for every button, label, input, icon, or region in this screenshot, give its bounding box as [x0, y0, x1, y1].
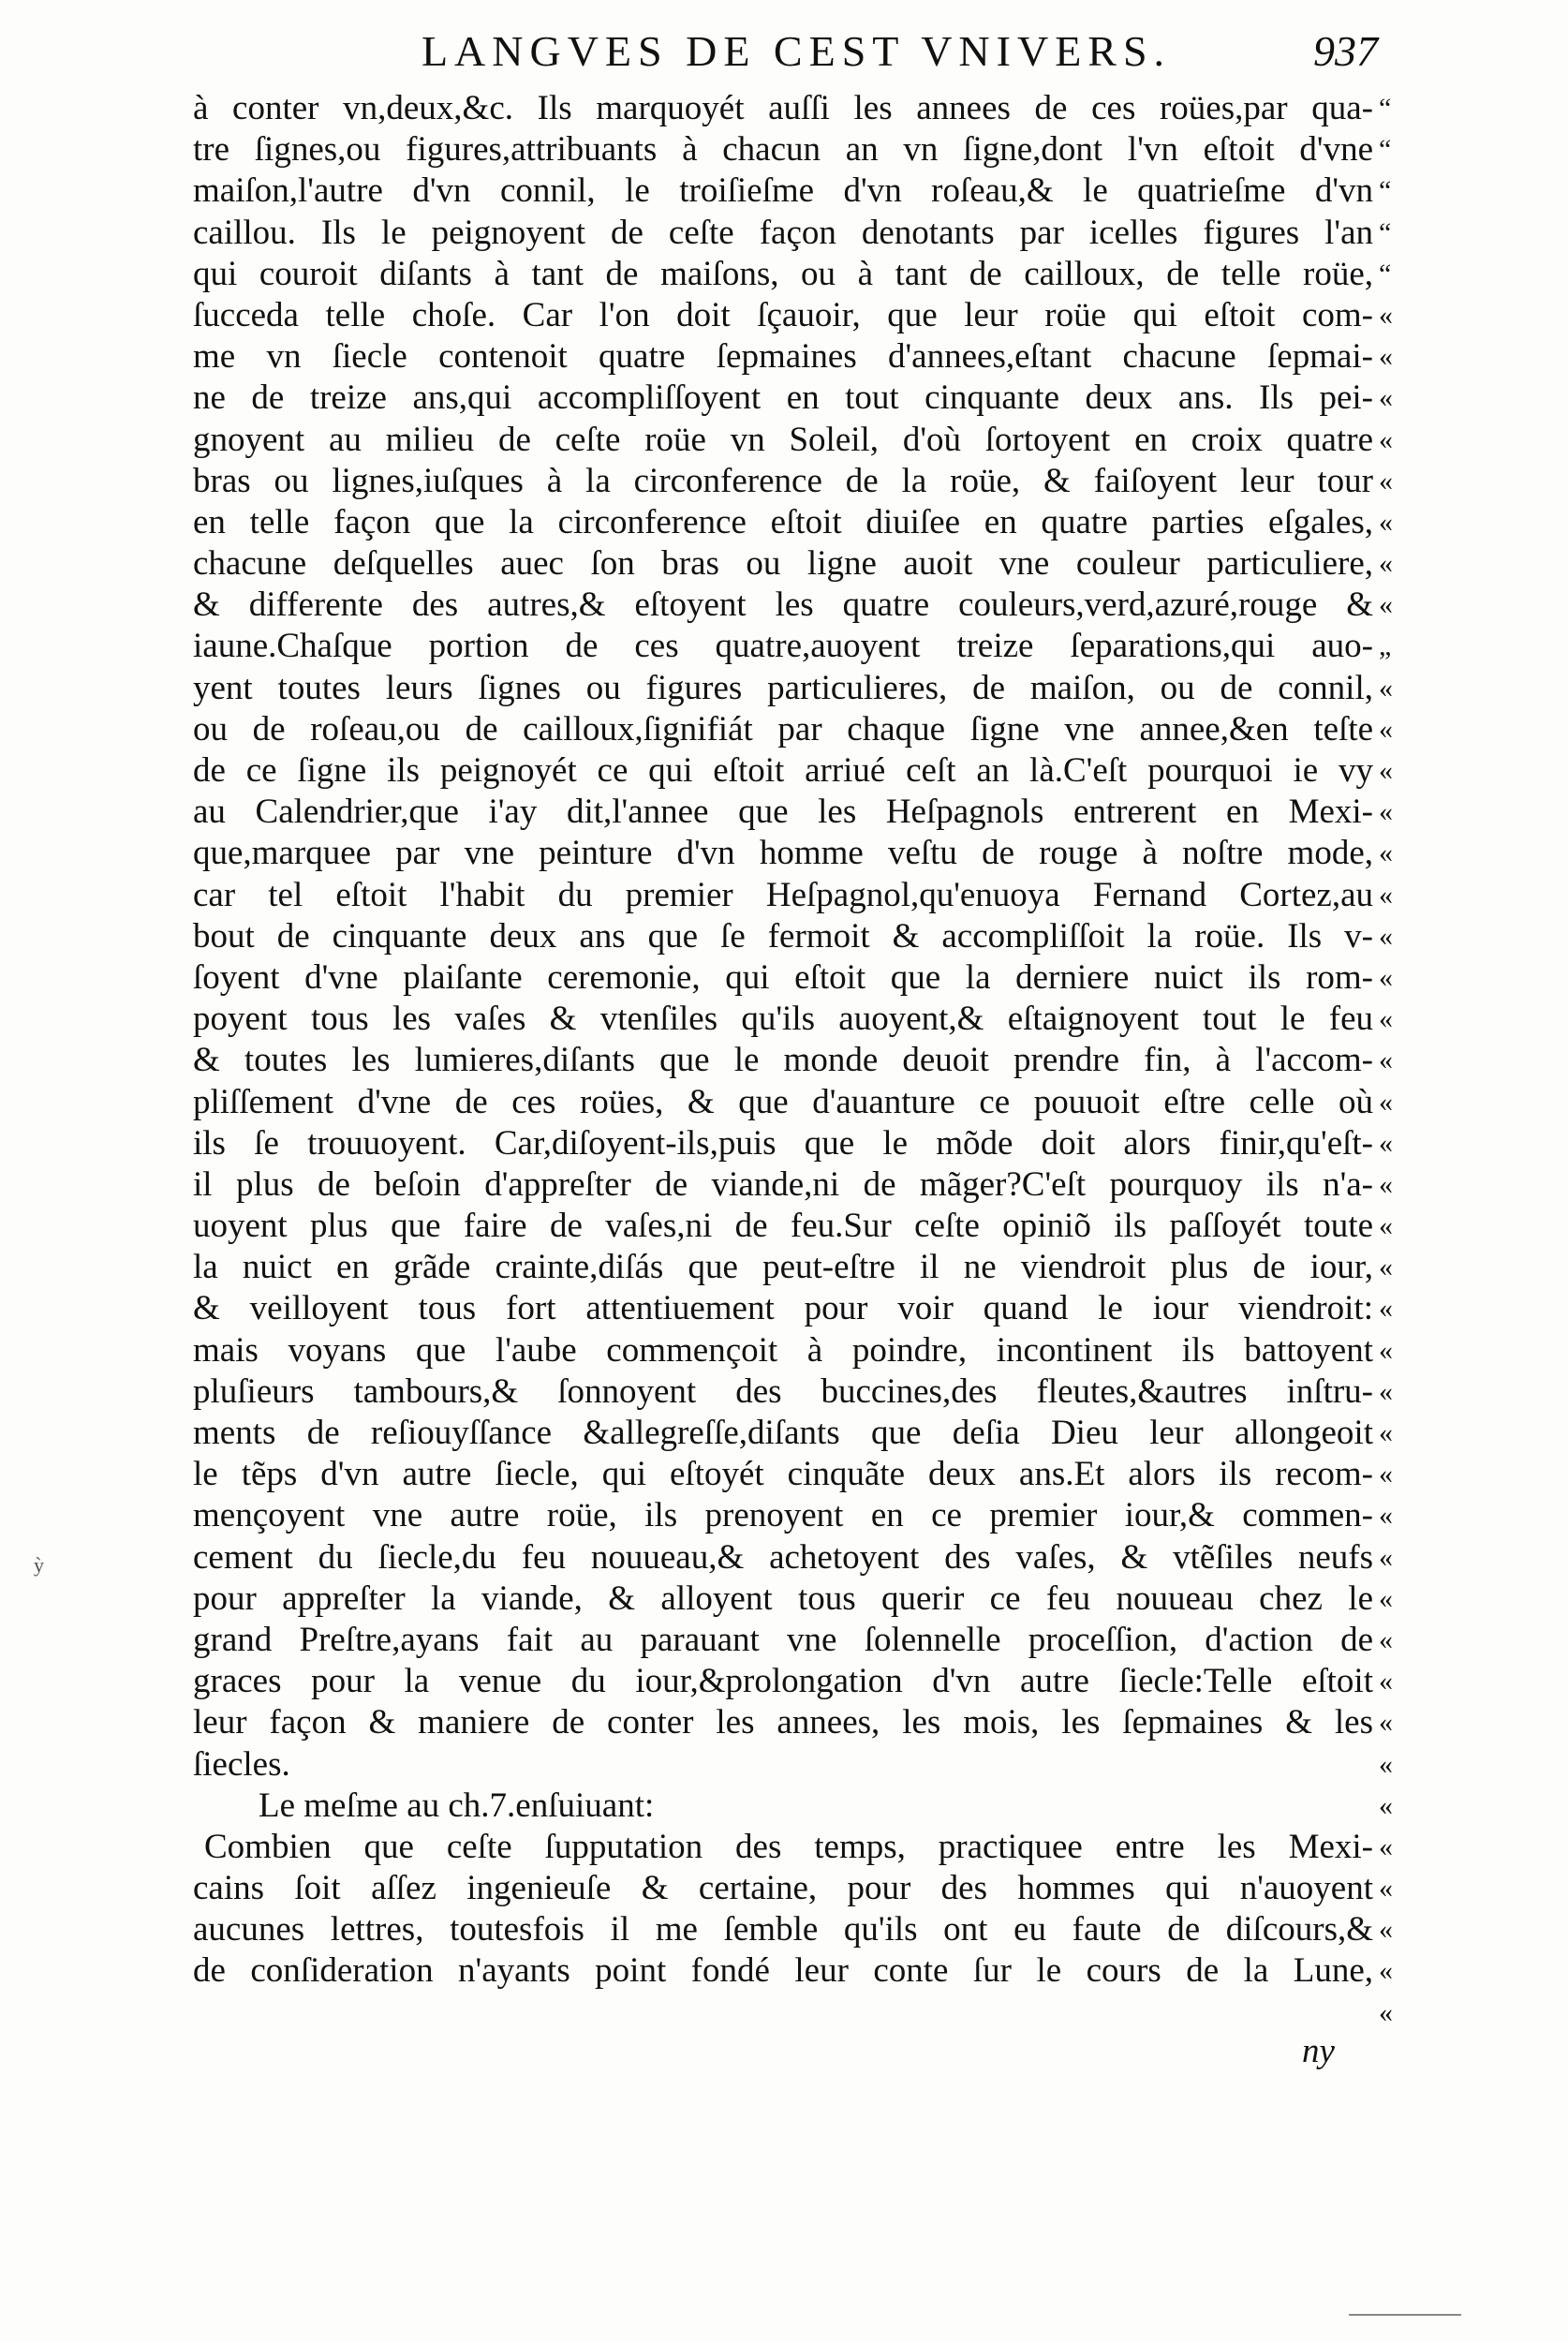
- quote-mark: «: [1379, 1789, 1393, 1821]
- quote-mark: “: [1379, 216, 1392, 248]
- text-line: Combien que ceſte ſupputation des temps, practiquee entre les Mexi-: [204, 1827, 1373, 1866]
- quote-mark: «: [1379, 1168, 1393, 1200]
- quote-mark: «: [1379, 1623, 1393, 1655]
- quote-mark: «: [1379, 1582, 1393, 1614]
- text-line: grand Preſtre,ayans fait au parauant vne ſolennelle proceſſion, d'action de: [193, 1620, 1373, 1659]
- quote-mark: «: [1379, 1293, 1393, 1325]
- text-line: & toutes les lumieres,diſants que le monde deuoit prendre fin, à l'accom-: [193, 1041, 1373, 1080]
- text-line: de conſideration n'ayants point fondé leur conte ſur le cours de la Lune,: [193, 1951, 1373, 1991]
- quote-mark: «: [1379, 1417, 1393, 1448]
- margin-stray-mark: ỳ: [34, 1553, 44, 1577]
- quote-mark: „: [1379, 630, 1392, 662]
- quote-mark: “: [1379, 93, 1392, 124]
- text-line: mais voyans que l'aube commençoit à poindre, incontinent ils battoyent: [193, 1330, 1373, 1370]
- page-number: 937: [1313, 27, 1378, 75]
- text-line: le tẽps d'vn autre ſiecle, qui eſtoyét cinquãte deux ans.Et alors ils recom-: [193, 1455, 1373, 1494]
- quote-mark: «: [1379, 1955, 1393, 1987]
- text-line: cains ſoit aſſez ingenieuſe & certaine, pour des hommes qui n'auoyent: [193, 1869, 1373, 1908]
- text-line: au Calendrier,que i'ay dit,l'annee que les Heſpagnols entrerent en Mexi-: [193, 793, 1373, 832]
- quote-mark: «: [1379, 1666, 1393, 1697]
- text-block: [193, 88, 1373, 1993]
- text-line: & differente des autres,& eſtoyent les quatre couleurs,verd,azuré,rouge &: [193, 586, 1373, 625]
- text-line: aucunes lettres, toutesfois il me ſemble qu'ils ont eu faute de diſcours,&: [193, 1910, 1373, 1949]
- text-line: ils ſe trouuoyent. Car,diſoyent-ils,puis que le mõde doit alors finir,qu'eſt-: [193, 1123, 1373, 1163]
- text-line: poyent tous les vaſes & vtenſiles qu'ils auoyent,& eſtaignoyent tout le feu: [193, 1000, 1373, 1039]
- text-line: me vn ſiecle contenoit quatre ſepmaines d'annees,eſtant chacune ſepmai-: [193, 337, 1373, 377]
- text-line: maiſon,l'autre d'vn connil, le troiſieſme d'vn roſeau,& le quatrieſme d'vn: [193, 171, 1373, 211]
- text-line: ne de treize ans,qui accompliſſoyent en tout cinquante deux ans. Ils pei-: [193, 378, 1373, 418]
- text-line: ſoyent d'vne plaiſante ceremonie, qui eſtoit que la derniere nuict ils rom-: [193, 957, 1373, 997]
- text-line: & veilloyent tous fort attentiuement pour voir quand le iour viendroit:: [193, 1289, 1373, 1328]
- text-line: ſucceda telle choſe. Car l'on doit ſçauoir, que leur roüe qui eſtoit com-: [193, 295, 1373, 334]
- text-line: tre ſignes,ou figures,attribuants à chacun an vn ſigne,dont l'vn eſtoit d'vne: [193, 130, 1373, 170]
- quote-mark: «: [1379, 755, 1393, 786]
- quote-mark: «: [1379, 506, 1393, 538]
- quote-mark: «: [1379, 796, 1393, 828]
- quote-mark: «: [1379, 879, 1393, 911]
- text-line: cement du ſiecle,du feu nouueau,& achetoyent des vaſes, & vtẽſiles neufs: [193, 1537, 1373, 1577]
- quote-mark: «: [1379, 589, 1393, 621]
- text-line: pluſieurs tambours,& ſonnoyent des buccines,des fleutes,&autres inſtru-: [193, 1371, 1373, 1411]
- text-line: gnoyent au milieu de ceſte roüe vn Soleil, d'où ſortoyent en croix quatre: [193, 420, 1373, 459]
- quote-mark: «: [1379, 465, 1393, 497]
- text-line: bras ou lignes,iuſques à la circonference de la roüe, & faiſoyent leur tour: [193, 461, 1373, 500]
- running-title: LANGVES DE CEST VNIVERS.: [421, 27, 1172, 75]
- text-line: ſiecles.: [193, 1744, 290, 1784]
- quote-mark: «: [1379, 548, 1393, 580]
- quote-mark: «: [1379, 961, 1393, 993]
- quote-mark: «: [1379, 1996, 1393, 2028]
- text-line: bout de cinquante deux ans que ſe fermoit & accompliſſoit la roüe. Ils v-: [193, 916, 1373, 956]
- quote-mark: «: [1379, 1334, 1393, 1366]
- marginal-quote-marks: [1379, 88, 1416, 2034]
- quote-mark: «: [1379, 1210, 1393, 1242]
- quote-mark: «: [1379, 1748, 1393, 1780]
- quote-mark: «: [1379, 299, 1393, 331]
- text-line: à conter vn,deux,&c. Ils marquoyét auſſi les annees de ces roües,par qua-: [193, 89, 1373, 127]
- text-line: mençoyent vne autre roüe, ils prenoyent en ce premier iour,& commen-: [193, 1496, 1373, 1535]
- quote-mark: «: [1379, 920, 1393, 952]
- text-line: qui couroit diſants à tant de maiſons, ou à tant de cailloux, de telle roüe,: [193, 254, 1373, 293]
- text-line: il plus de beſoin d'appreſter de viande,ni de mãger?C'eſt pourquoy ils n'a-: [193, 1164, 1373, 1204]
- quote-mark: «: [1379, 1375, 1393, 1407]
- text-line: que,marquee par vne peinture d'vn homme veſtu de rouge à noſtre mode,: [193, 834, 1373, 873]
- page-edge-rule: [1349, 2314, 1461, 2316]
- quote-mark: «: [1379, 1707, 1393, 1739]
- quote-mark: «: [1379, 1252, 1393, 1283]
- quote-mark: «: [1379, 1914, 1393, 1946]
- quote-mark: «: [1379, 1541, 1393, 1573]
- quote-mark: “: [1379, 175, 1392, 207]
- quote-mark: «: [1379, 1127, 1393, 1159]
- text-line: chacune deſquelles auec ſon bras ou ligne auoit vne couleur particuliere,: [193, 544, 1373, 584]
- text-line: caillou. Ils le peignoyent de ceſte façon denotants par icelles figures l'an: [193, 213, 1373, 252]
- quote-mark: «: [1379, 1831, 1393, 1862]
- quote-mark: «: [1379, 713, 1393, 745]
- text-line: ou de roſeau,ou de cailloux,ſignifiát par chaque ſigne vne annee,&en teſte: [193, 709, 1373, 749]
- catchword: ny: [1302, 2032, 1335, 2070]
- quote-mark: «: [1379, 382, 1393, 414]
- text-line: ments de reſiouyſſance &allegreſſe,diſants que deſia Dieu leur allongeoit: [193, 1414, 1373, 1452]
- quote-mark: «: [1379, 1873, 1393, 1905]
- quote-mark: «: [1379, 1003, 1393, 1035]
- text-line: en telle façon que la circonference eſtoit diuiſee en quatre parties eſgales,: [193, 502, 1373, 541]
- text-line: leur façon & maniere de conter les annees, les mois, les ſepmaines & les: [193, 1703, 1373, 1742]
- text-line: uoyent plus que faire de vaſes,ni de feu.Sur ceſte opiniõ ils paſſoyét toute: [193, 1207, 1373, 1246]
- quote-mark: “: [1379, 258, 1392, 289]
- quote-mark: “: [1379, 134, 1392, 166]
- quote-mark: «: [1379, 672, 1393, 704]
- text-line: de ce ſigne ils peignoyét ce qui eſtoit arriué ceſt an là.C'eſt pourquoi ie vy: [193, 751, 1373, 790]
- quote-mark: «: [1379, 837, 1393, 869]
- text-line: graces pour la venue du iour,&prolongation d'vn autre ſiecle:Telle eſtoit: [193, 1662, 1373, 1701]
- text-line: pour appreſter la viande, & alloyent tous querir ce feu nouueau chez le: [193, 1579, 1373, 1618]
- text-line: yent toutes leurs ſignes ou figures particulieres, de maiſon, ou de connil,: [193, 668, 1373, 707]
- quote-mark: «: [1379, 1086, 1393, 1118]
- text-line: iaune.Chaſque portion de ces quatre,auoyent treize ſeparations,qui auo-: [193, 627, 1373, 666]
- quote-mark: «: [1379, 1045, 1393, 1076]
- section-heading: Le meſme au ch.7.enſuiuant:: [259, 1786, 655, 1825]
- quote-mark: «: [1379, 1500, 1393, 1532]
- text-line: car tel eſtoit l'habit du premier Heſpagnol,qu'enuoya Fernand Cortez,au: [193, 875, 1373, 914]
- text-line: la nuict en grãde crainte,diſás que peut-eſtre il ne viendroit plus de iour,: [193, 1248, 1373, 1287]
- text-line: pliſſement d'vne de ces roües, & que d'auanture ce pouuoit eſtre celle où: [193, 1082, 1373, 1121]
- quote-mark: «: [1379, 423, 1393, 455]
- quote-mark: «: [1379, 1459, 1393, 1490]
- quote-mark: «: [1379, 341, 1393, 373]
